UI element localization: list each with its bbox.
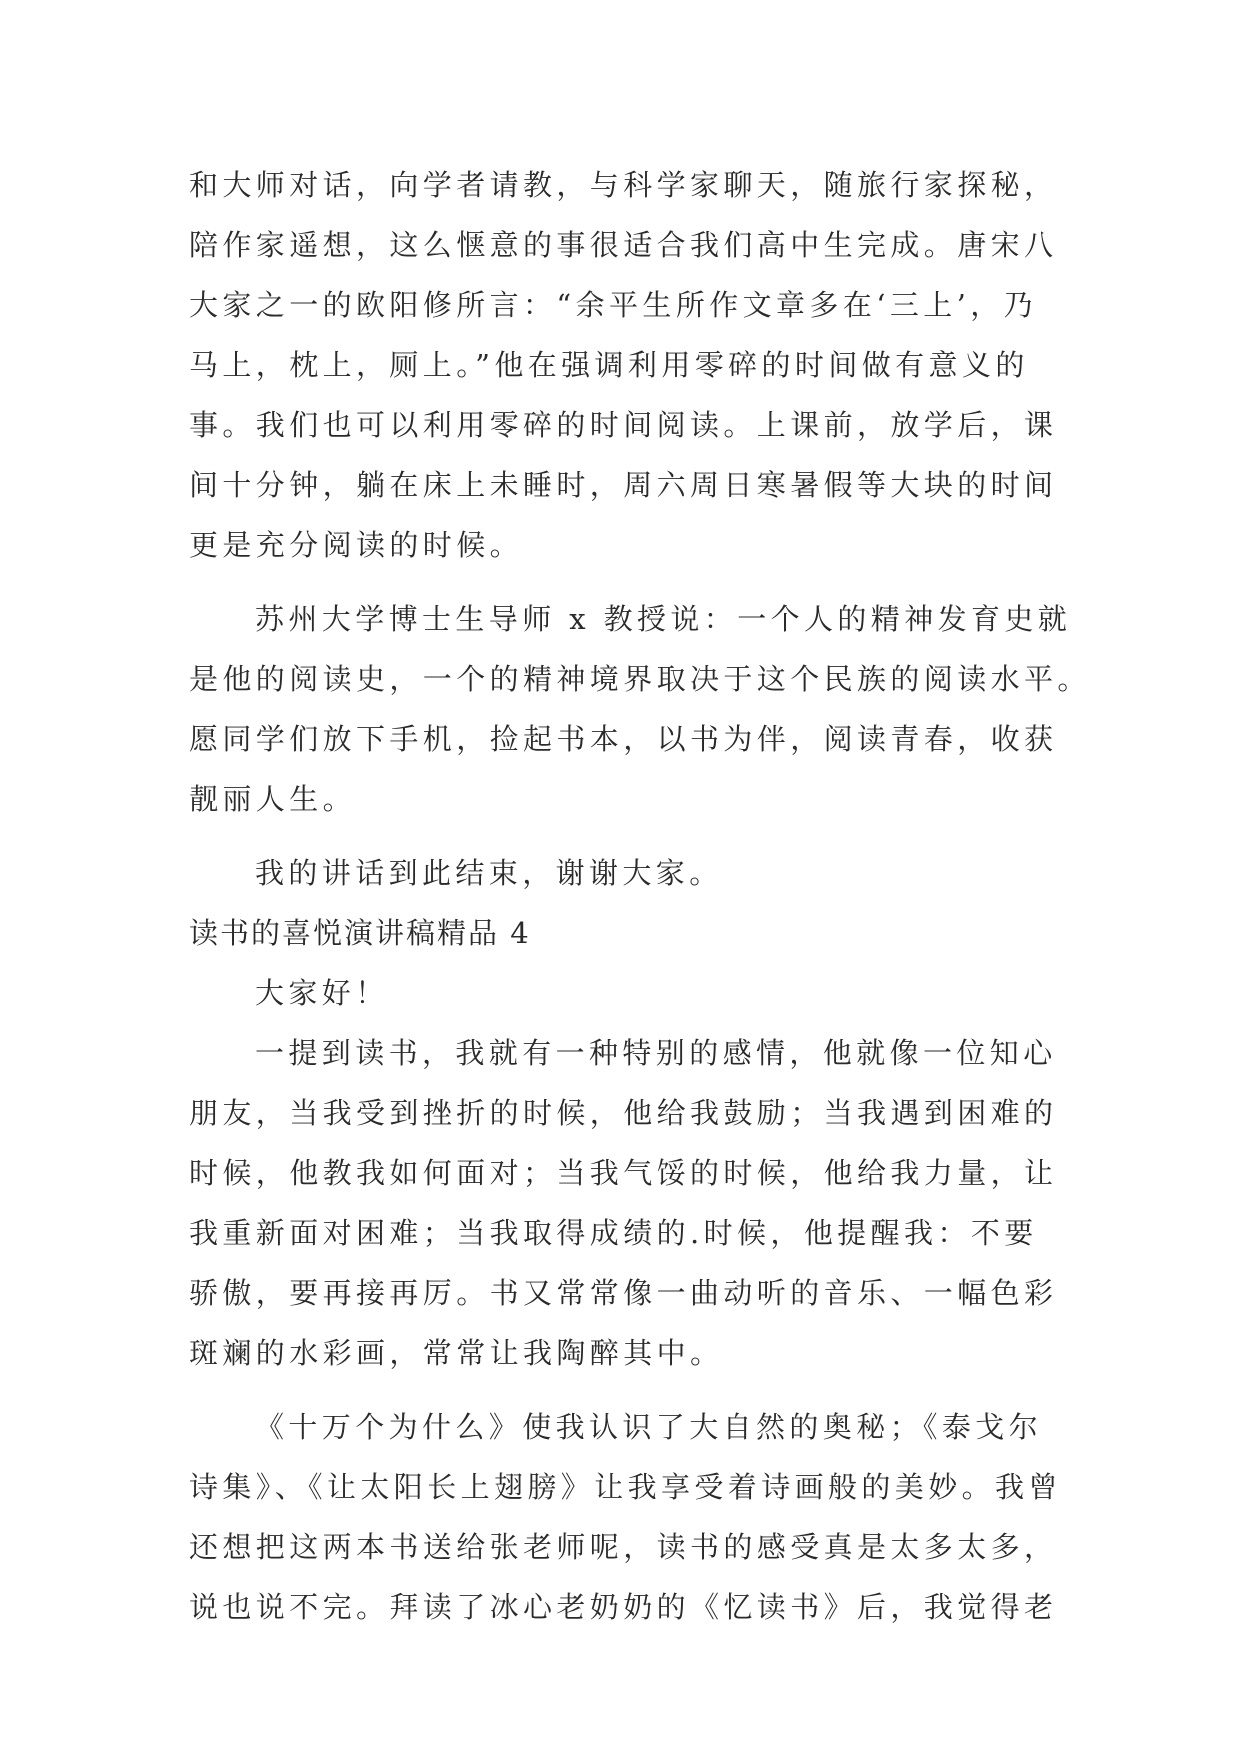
paragraph-gap [189,829,1049,843]
text-line: 诗集》、《让太阳长上翅膀》让我享受着诗画般的美妙。我曾 [189,1470,1062,1504]
text-line: 更是充分阅读的时候。 [189,528,524,562]
text-line: 和大师对话，向学者请教，与科学家聊天，随旅行家探秘， [189,168,1058,202]
paragraph [189,1397,1062,1637]
paragraph [189,589,1091,829]
text-line: 还想把这两本书送给张老师呢，读书的感受真是太多太多， [189,1530,1058,1564]
text-line: 事。我们也可以利用零碎的时间阅读。上课前，放学后，课 [189,408,1058,442]
closing-remark: 我的讲话到此结束，谢谢大家。 [255,856,723,890]
section-heading: 读书的喜悦演讲稿精品 4 [189,916,531,950]
text-line: 大家之一的欧阳修所言：“余平生所作文章多在‘三上’，乃 [189,288,1038,322]
body-text [189,155,1091,1637]
text-line: 时候，他教我如何面对；当我气馁的时候，他给我力量，让 [189,1156,1058,1190]
paragraph-gap [189,575,1049,589]
paragraph-gap [189,1383,1049,1397]
text-line: 苏州大学博士生导师 x 教授说：一个人的精神发育史就 [255,602,1072,636]
paragraph [189,155,1058,575]
text-line: 一提到读书，我就有一种特别的感情，他就像一位知心 [255,1036,1057,1070]
text-line: 靓丽人生。 [189,782,357,816]
text-line: 我重新面对困难；当我取得成绩的.时候，他提醒我：不要 [189,1216,1038,1250]
text-line: 间十分钟，躺在床上未睡时，周六周日寒暑假等大块的时间 [189,468,1058,502]
text-line: 说也说不完。拜读了冰心老奶奶的《忆读书》后，我觉得老 [189,1590,1058,1624]
text-line: 骄傲，要再接再厉。书又常常像一曲动听的音乐、一幅色彩 [189,1276,1058,1310]
text-line: 陪作家遥想，这么惬意的事很适合我们高中生完成。唐宋八 [189,228,1058,262]
greeting: 大家好！ [255,976,389,1010]
paragraph [189,1023,1058,1383]
text-line: 愿同学们放下手机，捡起书本，以书为伴，阅读青春，收获 [189,722,1058,756]
text-line: 朋友，当我受到挫折的时候，他给我鼓励；当我遇到困难的 [189,1096,1058,1130]
text-line: 《十万个为什么》使我认识了大自然的奥秘；《泰戈尔 [255,1410,1043,1444]
text-line: 马上，枕上，厕上。”他在强调利用零碎的时间做有意义的 [189,348,1029,382]
text-line: 斑斓的水彩画，常常让我陶醉其中。 [189,1336,724,1370]
text-line: 是他的阅读史，一个的精神境界取决于这个民族的阅读水平。 [189,662,1091,696]
